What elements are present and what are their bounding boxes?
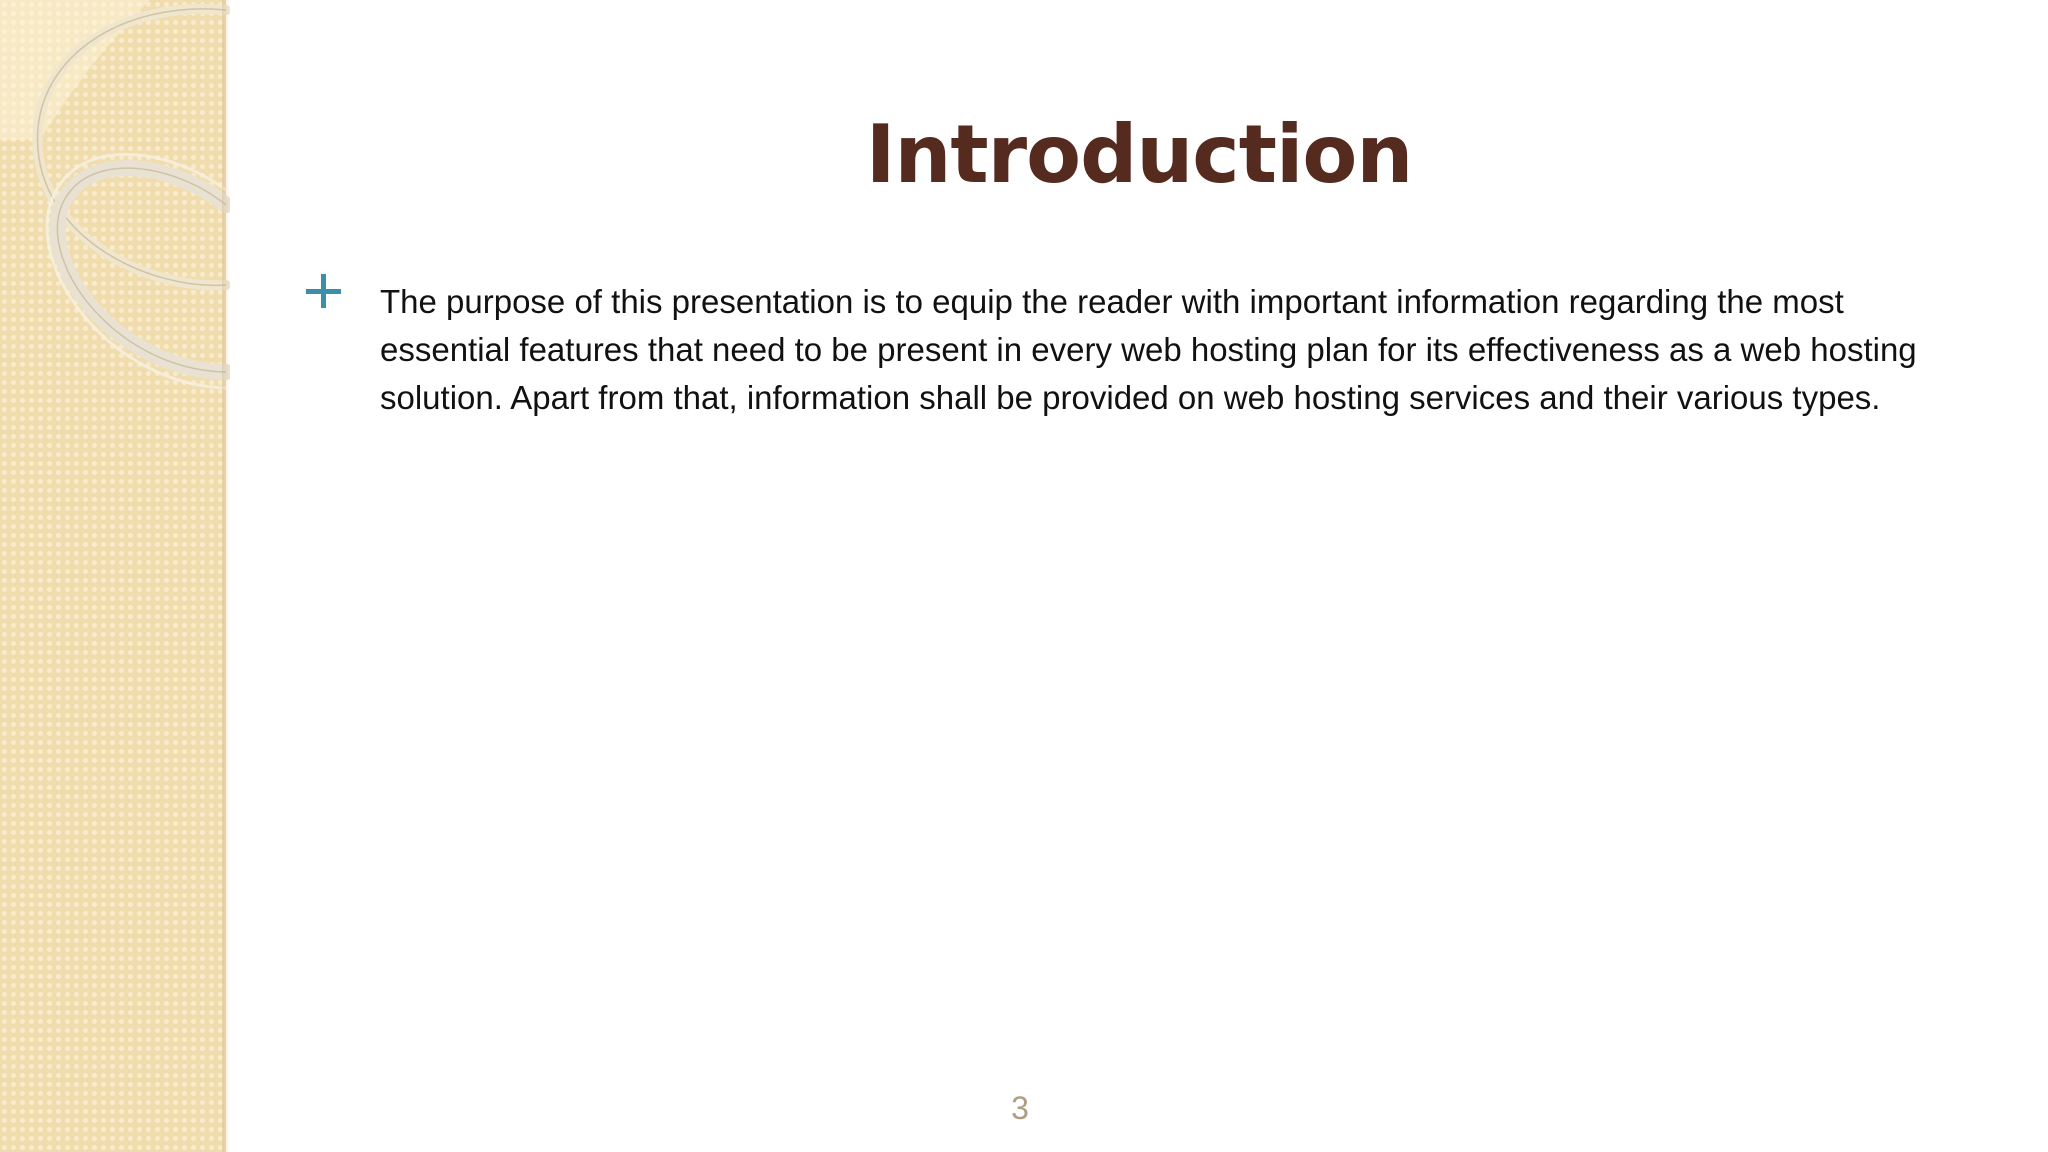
decorative-rings-graphic	[0, 0, 230, 1152]
slide-title: Introduction	[865, 108, 1413, 201]
page-number: 3	[1011, 1090, 1029, 1126]
decorative-side-panel	[0, 0, 226, 1152]
plus-icon	[302, 270, 346, 314]
bullet-text: The purpose of this presentation is to equip the reader with important information regarding the most essential features that need to be present in every web hosting plan for its effectiveness as a web hosting solution. Apart from that, information shall be provided on web hosting services and their various types.	[380, 283, 1917, 416]
side-panel-edge-shadow	[222, 0, 230, 1152]
